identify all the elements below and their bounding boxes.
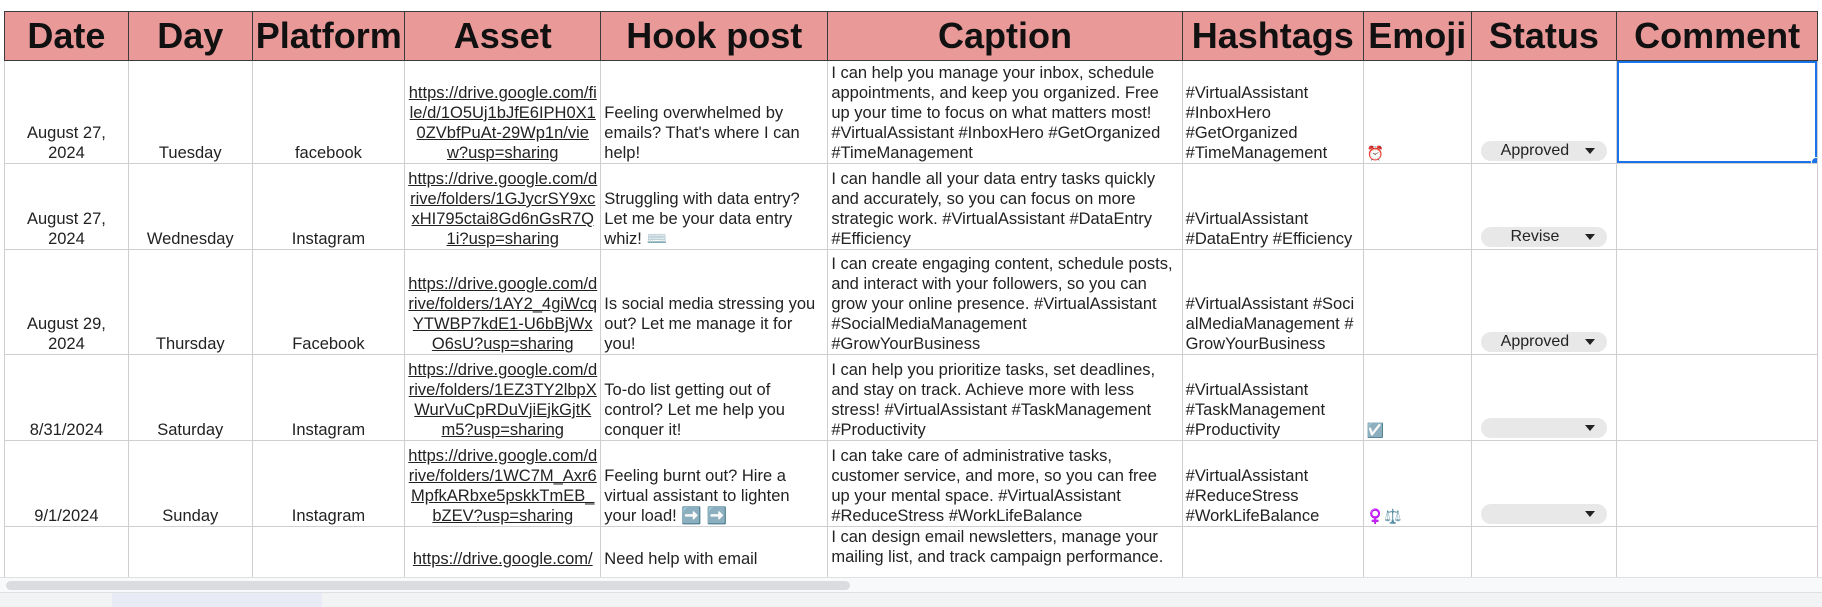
platform-cell[interactable]: Instagram [252,164,405,250]
day-cell[interactable]: Saturday [128,355,252,441]
header-date[interactable]: Date [5,12,129,61]
alarm-clock-icon: ⏰ [1366,145,1385,161]
table-row [5,61,1818,164]
header-caption[interactable]: Caption [828,12,1182,61]
emoji-cell[interactable] [1363,61,1471,164]
date-cell[interactable]: 9/1/2024 [5,441,129,527]
dropdown-arrow-icon [1585,511,1595,517]
day-cell[interactable]: Sunday [128,441,252,527]
status-value: Approved [1500,142,1570,159]
date-cell[interactable]: August 29, 2024 [5,250,129,355]
asset-link[interactable]: https://drive.google.com/drive/folders/1AY2_4giWcqYTWBP7kdE1-U6bBjWxO6sU?usp=sharing [408,275,598,353]
dropdown-arrow-icon [1585,339,1595,345]
header-asset[interactable]: Asset [405,12,601,61]
comment-cell[interactable] [1617,164,1818,250]
asset-cell[interactable] [405,355,601,441]
sheet-tab-bar [0,592,1822,607]
hook-post-cell[interactable]: Struggling with data entry? Let me be your data entry whiz! ⌨️ [601,164,828,250]
emoji-cell[interactable] [1363,441,1471,527]
comment-cell[interactable] [1617,250,1818,355]
content-calendar-table [4,11,1818,606]
dropdown-arrow-icon [1585,234,1595,240]
caption-cell[interactable]: I can take care of administrative tasks, customer service, and more, so you can free up your mental space. #VirtualAssistant #ReduceStress #WorkLifeBalance [828,441,1182,527]
comment-cell[interactable] [1617,61,1818,164]
date-cell[interactable]: August 27, 2024 [5,61,129,164]
day-cell[interactable]: Tuesday [128,61,252,164]
hashtags-cell[interactable]: #VirtualAssistant #TaskManagement #Productivity [1182,355,1363,441]
asset-link[interactable]: https://drive.google.com/file/d/1O5Uj1bJfE6IPH0X10ZVbfPuAt-29Wp1n/view?usp=sharing [408,84,597,162]
emoji-cell[interactable] [1363,164,1471,250]
table-row [5,355,1818,441]
day-cell[interactable]: Wednesday [128,164,252,250]
table-row [5,250,1818,355]
caption-cell[interactable]: I can create engaging content, schedule posts, and interact with your followers, so you can grow your online presence. #VirtualAssistant #SocialMediaManagement #GrowYourBusiness [828,250,1182,355]
status-dropdown[interactable] [1481,141,1607,161]
platform-cell[interactable]: Facebook [252,250,405,355]
status-dropdown[interactable] [1481,227,1607,247]
date-cell[interactable]: August 27, 2024 [5,164,129,250]
caption-cell[interactable]: I can help you prioritize tasks, set deadlines, and stay on track. Achieve more with less stress! #VirtualAssistant #TaskManagement #Productivity [828,355,1182,441]
status-cell[interactable] [1471,164,1617,250]
emoji-cell[interactable] [1363,355,1471,441]
asset-cell[interactable] [405,61,601,164]
status-dropdown[interactable] [1481,504,1607,524]
dropdown-arrow-icon [1585,148,1595,154]
caption-cell[interactable]: I can help you manage your inbox, schedule appointments, and keep you organized. Free up your time to focus on what matters most! #VirtualAssistant #InboxHero #GetOrganized #TimeManagement [828,61,1182,164]
status-dropdown[interactable] [1481,332,1607,352]
comment-cell[interactable] [1617,355,1818,441]
hashtags-cell[interactable]: #VirtualAssistant #DataEntry #Efficiency [1182,164,1363,250]
header-platform[interactable]: Platform [252,12,405,61]
header-status[interactable]: Status [1471,12,1617,61]
status-cell[interactable] [1471,61,1617,164]
checkbox-icon: ☑️ [1366,422,1385,438]
comment-cell[interactable] [1617,441,1818,527]
header-hashtags[interactable]: Hashtags [1182,12,1363,61]
header-hook-post[interactable]: Hook post [601,12,828,61]
asset-cell[interactable] [405,164,601,250]
status-cell[interactable] [1471,355,1617,441]
hashtags-cell[interactable]: #VirtualAssistant #ReduceStress #WorkLifeBalance [1182,441,1363,527]
caption-cell[interactable]: I can design email newsletters, manage your mailing list, and track campaign performance. [828,527,1182,607]
emoji-cell[interactable] [1363,250,1471,355]
day-cell[interactable]: Thursday [128,250,252,355]
header-day[interactable]: Day [128,12,252,61]
hook-post-cell[interactable]: Feeling burnt out? Hire a virtual assistant to lighten your load! ➡️ ➡️ [601,441,828,527]
scrollbar-thumb[interactable] [6,581,850,590]
hook-post-cell[interactable]: Feeling overwhelmed by emails? That's where I can help! [601,61,828,164]
platform-cell[interactable]: Instagram [252,441,405,527]
woman-scales-icon: ♀️⚖️ [1366,508,1402,524]
dropdown-arrow-icon [1585,425,1595,431]
header-comment[interactable]: Comment [1617,12,1818,61]
date-cell[interactable]: 8/31/2024 [5,355,129,441]
status-cell[interactable] [1471,441,1617,527]
platform-cell[interactable]: Instagram [252,355,405,441]
hook-post-cell[interactable]: Is social media stressing you out? Let me manage it for you! [601,250,828,355]
sheet-tab[interactable] [112,593,322,607]
caption-cell[interactable]: I can handle all your data entry tasks quickly and accurately, so you can focus on more strategic work. #VirtualAssistant #DataEntry #Efficiency [828,164,1182,250]
asset-cell[interactable] [405,441,601,527]
hashtags-cell[interactable]: #VirtualAssistant #SocialMediaManagement #GrowYourBusiness [1182,250,1363,355]
status-cell[interactable] [1471,250,1617,355]
table-row [5,441,1818,527]
status-value: Approved [1500,333,1570,350]
status-dropdown[interactable] [1481,418,1607,438]
hashtags-cell[interactable]: #VirtualAssistant #InboxHero #GetOrganized #TimeManagement [1182,61,1363,164]
asset-link[interactable]: https://drive.google.com/drive/folders/1GJycrSY9xcxHI795ctai8Gd6nGsR7Q1i?usp=sharing [408,170,598,248]
fill-handle[interactable] [1811,157,1818,164]
asset-link[interactable]: https://drive.google.com/drive/folders/1EZ3TY2lbpXWurVuCpRDuVjiEjkGjtKm5?usp=sharing [408,361,598,439]
header-emoji[interactable]: Emoji [1363,12,1471,61]
asset-cell[interactable] [405,250,601,355]
hook-post-cell[interactable]: Need help with email [601,527,828,607]
header-row [5,12,1818,61]
platform-cell[interactable]: facebook [252,61,405,164]
horizontal-scrollbar[interactable] [0,577,1822,593]
status-value: Revise [1510,228,1560,245]
table-row [5,164,1818,250]
asset-link[interactable]: https://drive.google.com/drive/folders/1WC7M_Axr6MpfkARbxe5pskkTmEB_bZEV?usp=sharing [408,447,598,525]
asset-link[interactable]: https://drive.google.com/ [412,550,593,568]
hook-post-cell[interactable]: To-do list getting out of control? Let me help you conquer it! [601,355,828,441]
